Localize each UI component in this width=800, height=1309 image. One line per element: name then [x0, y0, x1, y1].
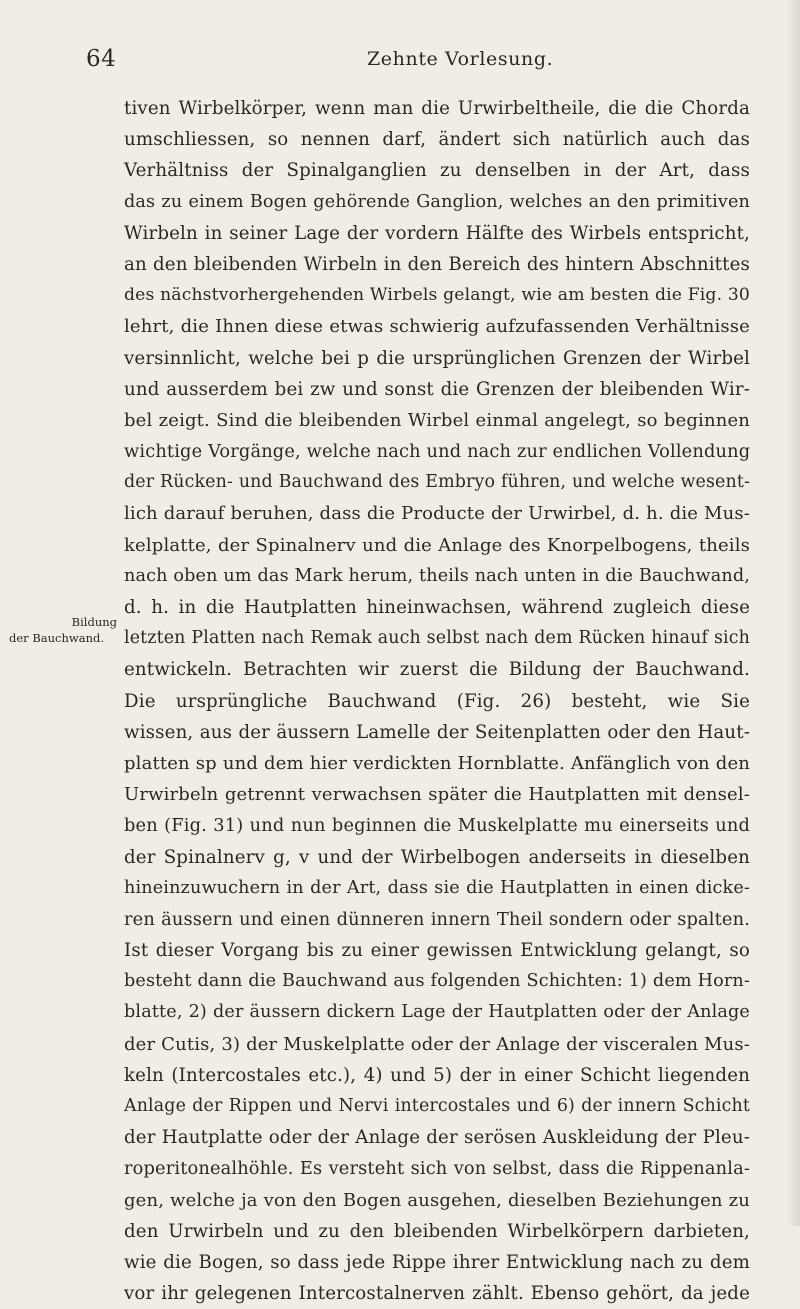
text-line: tiven Wirbelkörper, wenn man die Urwirbeltheile, die die Chorda [124, 98, 750, 119]
text-line: der Cutis, 3) der Muskelplatte oder der Anlage der visceralen Mus- [124, 1033, 750, 1055]
text-line: ben (Fig. 31) und nun beginnen die Muskelplatte mu einerseits und [124, 815, 750, 837]
text-line: den Urwirbeln und zu den bleibenden Wirbelkörpern darbieten, [124, 1220, 750, 1242]
text-line: bel zeigt. Sind die bleibenden Wirbel einmal angelegt, so beginnen [124, 409, 750, 431]
text-line: Anlage der Rippen und Nervi intercostales und 6) der innern Schicht [124, 1096, 750, 1116]
text-line: hineinzuwuchern in der Art, dass sie die Hautplatten in einen dicke- [124, 877, 750, 898]
text-line: an den bleibenden Wirbeln in den Bereich des hintern Abschnittes [124, 253, 750, 275]
text-line: des nächstvorhergehenden Wirbels gelangt, wie am besten die Fig. 30 [124, 285, 750, 306]
running-title: Zehnte Vorlesung. [367, 48, 554, 70]
text-line: Wirbeln in seiner Lage der vordern Hälfte des Wirbels entspricht, [124, 222, 750, 244]
text-line: der Hautplatte oder der Anlage der serösen Auskleidung der Pleu- [124, 1127, 750, 1149]
text-line: Verhältniss der Spinalganglien zu denselben in der Art, dass [124, 160, 750, 182]
text-line: Urwirbeln getrennt verwachsen später die Hautplatten mit densel- [124, 784, 750, 806]
text-line: roperitonealhöhle. Es versteht sich von selbst, dass die Rippenanla- [124, 1158, 750, 1180]
text-line: blatte, 2) der äussern dickern Lage der Hautplatten oder der Anlage [124, 1002, 750, 1023]
text-line: keln (Intercostales etc.), 4) und 5) der in einer Schicht liegenden [124, 1064, 750, 1086]
text-line: wichtige Vorgänge, welche nach und nach zur endlichen Vollendung [124, 441, 751, 463]
text-line: lehrt, die Ihnen diese etwas schwierig aufzufassenden Verhältnisse [124, 316, 750, 338]
running-header [0, 46, 800, 80]
text-line: Ist dieser Vorgang bis zu einer gewissen Entwicklung gelangt, so [124, 940, 750, 962]
text-line: gen, welche ja von den Bogen ausgehen, dieselben Beziehungen zu [124, 1189, 750, 1211]
body-text [124, 93, 750, 1309]
text-line: vor ihr gelegenen Intercostalnerven zählt. Ebenso gehört, da jede [124, 1283, 750, 1305]
text-line: letzten Platten nach Remak auch selbst nach dem Rücken hinauf sich [124, 628, 750, 649]
text-line: Die ursprüngliche Bauchwand (Fig. 26) besteht, wie Sie [124, 690, 750, 712]
text-line: umschliessen, so nennen darf, ändert sich natürlich auch das [124, 129, 750, 151]
page-number: 64 [86, 46, 117, 72]
text-line: und ausserdem bei zw und sonst die Grenzen der bleibenden Wir- [124, 378, 750, 400]
text-line: das zu einem Bogen gehörende Ganglion, welches an den primitiven [124, 191, 750, 212]
text-line: kelplatte, der Spinalnerv und die Anlage des Knorpelbogens, theils [124, 534, 750, 556]
text-line: entwickeln. Betrachten wir zuerst die Bildung der Bauchwand. [124, 659, 750, 681]
text-line: der Rücken- und Bauchwand des Embryo führen, und welche wesent- [124, 472, 750, 493]
margin-note-line: der Bauchwand. [9, 631, 105, 645]
text-line: platten sp und dem hier verdickten Hornblatte. Anfänglich von den [124, 752, 750, 774]
text-line: der Spinalnerv g, v und der Wirbelbogen anderseits in dieselben [124, 846, 750, 868]
text-line: wie die Bogen, so dass jede Rippe ihrer Entwicklung nach zu dem [124, 1251, 750, 1273]
text-line: besteht dann die Bauchwand aus folgenden Schichten: 1) dem Horn- [124, 971, 750, 992]
text-line: ren äussern und einen dünneren innern Theil sondern oder spalten. [124, 908, 750, 930]
margin-note-line: Bildung [71, 615, 117, 629]
page-edge-shadow [786, 0, 800, 1226]
text-line: d. h. in die Hautplatten hineinwachsen, während zugleich diese [124, 597, 750, 618]
text-line: nach oben um das Mark herum, theils nach unten in die Bauchwand, [124, 565, 750, 586]
text-line: lich darauf beruhen, dass die Producte der Urwirbel, d. h. die Mus- [124, 503, 750, 525]
text-line: versinnlicht, welche bei p die ursprünglichen Grenzen der Wirbel [124, 347, 750, 369]
margin-note [9, 614, 117, 646]
text-line: wissen, aus der äussern Lamelle der Seitenplatten oder den Haut- [124, 721, 750, 743]
